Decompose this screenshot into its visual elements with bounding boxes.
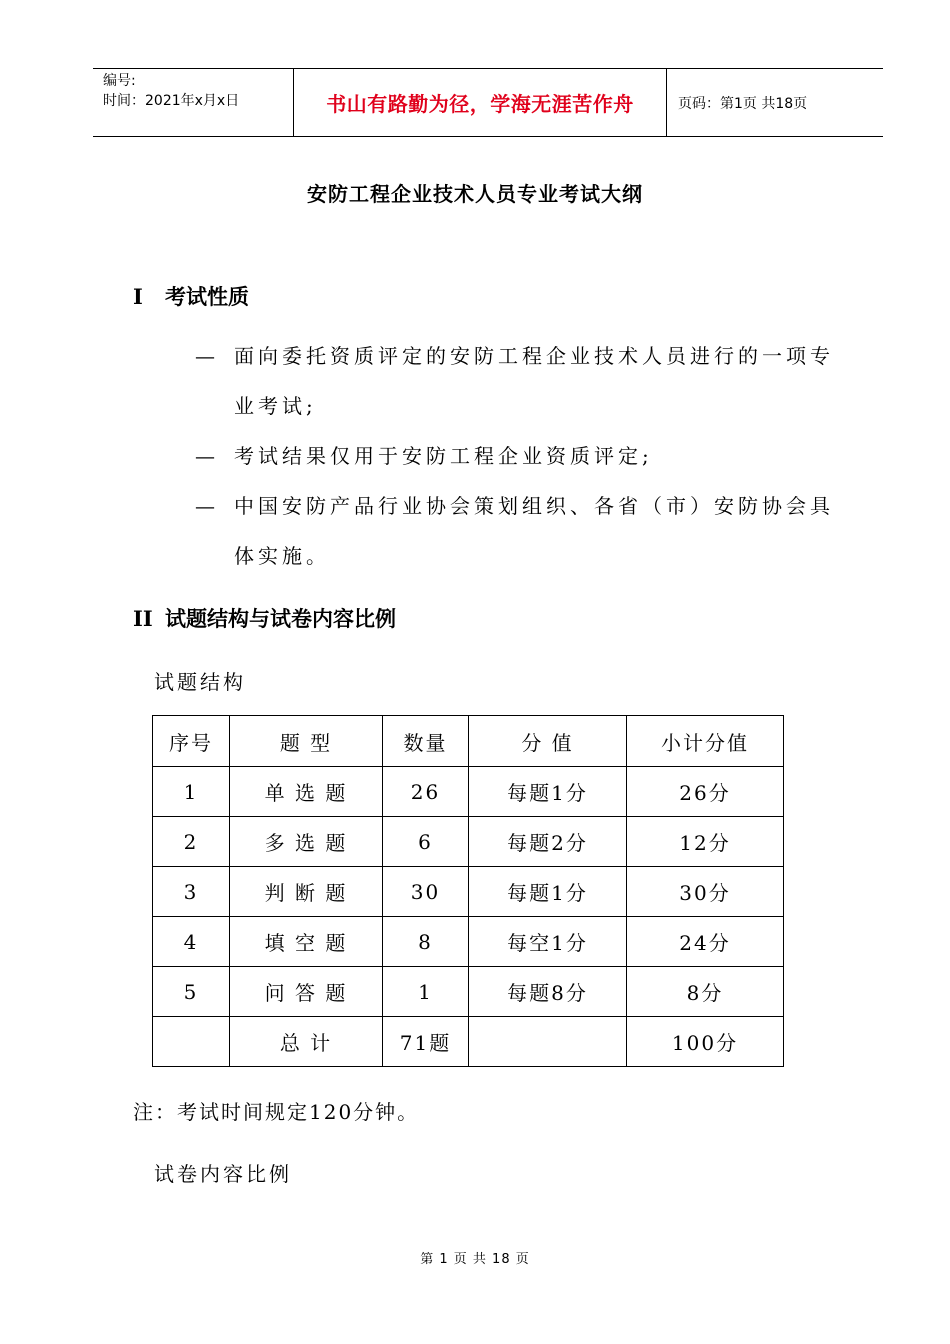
page-footer: 第 1 页 共 18 页 [420, 1252, 530, 1267]
exam-time-note: 注：考试时间规定120分钟。 [133, 1100, 420, 1124]
table-header-cell: 小计分值 [627, 716, 784, 767]
table-cell: 30 [383, 867, 469, 917]
list-item-text: 考试结果仅用于安防工程企业资质评定; [234, 444, 653, 468]
table-cell: 5 [153, 967, 230, 1017]
table-cell [469, 1017, 627, 1067]
table-cell: 每题2分 [469, 817, 627, 867]
table-cell: 问 答 题 [230, 967, 383, 1017]
table-row [153, 767, 784, 817]
section-heading-2 [133, 603, 396, 633]
page-header [93, 68, 883, 137]
table-header-row [153, 716, 784, 767]
table-cell: 每题8分 [469, 967, 627, 1017]
serial-label: 编号: [103, 73, 136, 89]
table-cell: 每空1分 [469, 917, 627, 967]
table-cell: 26分 [627, 767, 784, 817]
table-cell: 判 断 题 [230, 867, 383, 917]
table-cell: 填 空 题 [230, 917, 383, 967]
table-header-cell: 题 型 [230, 716, 383, 767]
table-cell: 6 [383, 817, 469, 867]
list-item [195, 431, 855, 481]
dash-marker: — [195, 344, 219, 368]
table-cell: 30分 [627, 867, 784, 917]
table-cell: 24分 [627, 917, 784, 967]
table-cell: 单 选 题 [230, 767, 383, 817]
list-item [195, 331, 855, 431]
table-cell: 71题 [383, 1017, 469, 1067]
table-row [153, 967, 784, 1017]
header-motto: 书山有路勤为径，学海无涯苦作舟 [294, 69, 667, 136]
table-header-cell: 分 值 [469, 716, 627, 767]
list-item [195, 481, 855, 581]
header-page-number: 页码：第1页 共18页 [678, 95, 808, 112]
table-cell: 3 [153, 867, 230, 917]
table-cell: 总 计 [230, 1017, 383, 1067]
table-cell: 每题1分 [469, 767, 627, 817]
ratio-label: 试卷内容比例 [154, 1162, 292, 1186]
table-cell: 100分 [627, 1017, 784, 1067]
table-row [153, 817, 784, 867]
table-cell: 8分 [627, 967, 784, 1017]
table-cell: 多 选 题 [230, 817, 383, 867]
table-cell: 4 [153, 917, 230, 967]
table-cell: 1 [383, 967, 469, 1017]
list-item-text: 面向委托资质评定的安防工程企业技术人员进行的一项专业考试; [234, 344, 834, 418]
structure-label: 试题结构 [154, 670, 246, 694]
table-cell: 12分 [627, 817, 784, 867]
time-label: 时间：2021年x月x日 [103, 93, 240, 109]
table-cell: 26 [383, 767, 469, 817]
dash-marker: — [195, 444, 219, 468]
dash-marker: — [195, 494, 219, 518]
table-row [153, 917, 784, 967]
section-number: I [133, 284, 143, 309]
table-cell: 每题1分 [469, 867, 627, 917]
section-title: 试题结构与试卷内容比例 [165, 607, 396, 631]
table-total-row [153, 1017, 784, 1067]
table-cell: 2 [153, 817, 230, 867]
section-title: 考试性质 [165, 285, 249, 309]
section-heading-1 [133, 281, 249, 311]
table-cell: 8 [383, 917, 469, 967]
table-cell [153, 1017, 230, 1067]
list-item-text: 中国安防产品行业协会策划组织、各省（市）安防协会具体实施。 [234, 494, 834, 568]
question-structure-table [152, 715, 784, 1067]
table-header-cell: 序号 [153, 716, 230, 767]
table-cell: 1 [153, 767, 230, 817]
table-row [153, 867, 784, 917]
section-number: II [133, 606, 153, 631]
table-header-cell: 数量 [383, 716, 469, 767]
header-meta [93, 69, 294, 136]
document-title: 安防工程企业技术人员专业考试大纲 [307, 182, 643, 206]
